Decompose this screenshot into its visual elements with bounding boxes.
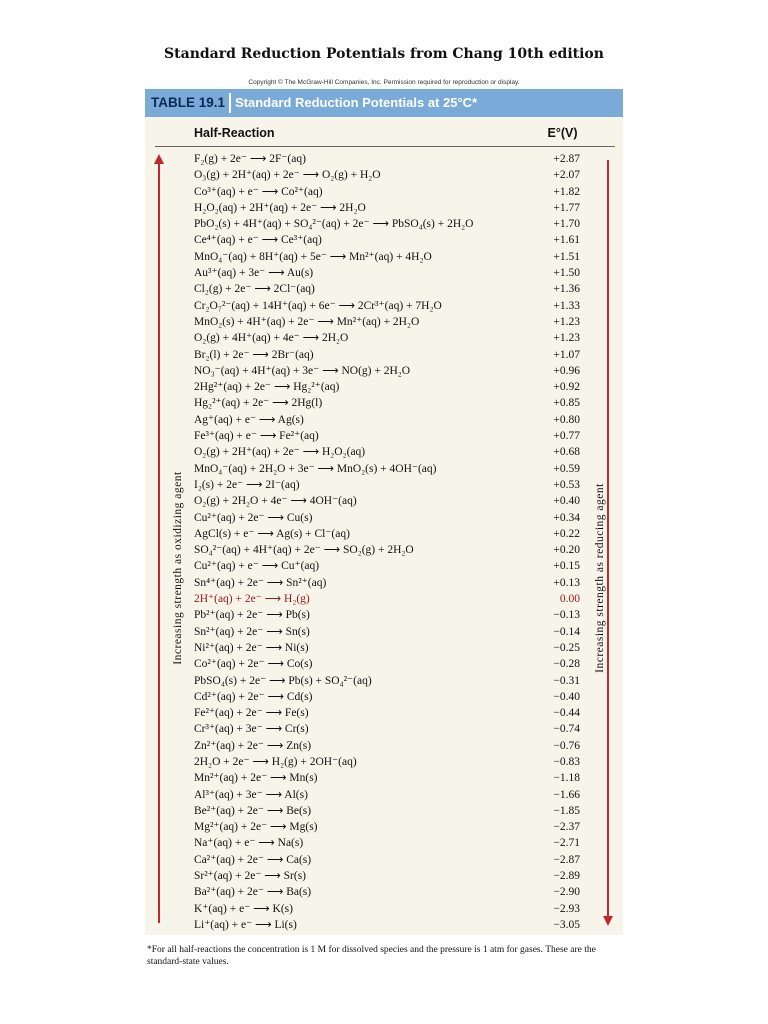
half-reaction: MnO₂(s) + 4H⁺(aq) + 2e⁻ ⟶ Mn²⁺(aq) + 2H₂O: [194, 315, 420, 328]
table-row: [0, 526, 768, 542]
half-reaction: Co³⁺(aq) + e⁻ ⟶ Co²⁺(aq): [194, 185, 323, 198]
reduction-potential: +1.77: [553, 201, 580, 214]
table-row: [0, 819, 768, 835]
reduction-potential: +0.59: [553, 462, 580, 475]
half-reaction: F₂(g) + 2e⁻ ⟶ 2F⁻(aq): [194, 153, 306, 165]
table-row: [0, 884, 768, 900]
half-reaction: MnO₄⁻(aq) + 2H₂O + 3e⁻ ⟶ MnO₂(s) + 4OH⁻(aq): [194, 462, 437, 475]
table-row: [0, 673, 768, 689]
reduction-potential: +1.82: [553, 185, 580, 198]
table-row: [0, 232, 768, 248]
reduction-potential: −0.31: [553, 674, 580, 687]
reduction-potential: +0.92: [553, 381, 580, 394]
half-reaction: Sr²⁺(aq) + 2e⁻ ⟶ Sr(s): [194, 870, 307, 883]
table-row: [0, 542, 768, 558]
half-reaction: O₃(g) + 2H⁺(aq) + 2e⁻ ⟶ O₂(g) + H₂O: [194, 169, 381, 182]
reduction-potential: +0.53: [553, 478, 580, 491]
table-row: [0, 624, 768, 640]
reduction-potential: +0.77: [553, 430, 580, 443]
reduction-potential: 0.00: [559, 593, 580, 606]
half-reaction: AgCl(s) + e⁻ ⟶ Ag(s) + Cl⁻(aq): [194, 527, 350, 540]
reduction-potential: −3.05: [553, 918, 580, 931]
half-reaction: Ba²⁺(aq) + 2e⁻ ⟶ Ba(s): [194, 886, 312, 899]
half-reaction: Zn²⁺(aq) + 2e⁻ ⟶ Zn(s): [194, 739, 312, 752]
reduction-potential: +1.07: [553, 348, 580, 361]
reduction-potential: −2.71: [553, 837, 580, 850]
table-row: [0, 167, 768, 183]
reduction-potential: +1.23: [553, 315, 580, 328]
table-row: [0, 330, 768, 346]
half-reaction: Pb²⁺(aq) + 2e⁻ ⟶ Pb(s): [194, 609, 310, 622]
reduction-potential: +0.34: [553, 511, 580, 524]
half-reaction: Cu²⁺(aq) + e⁻ ⟶ Cu⁺(aq): [194, 560, 320, 573]
half-reaction: PbSO₄(s) + 2e⁻ ⟶ Pb(s) + SO₄²⁻(aq): [194, 674, 372, 687]
reduction-potential: +0.80: [553, 413, 580, 426]
half-reaction: Mn²⁺(aq) + 2e⁻ ⟶ Mn(s): [194, 772, 318, 785]
reduction-potential: −1.18: [553, 772, 580, 785]
table-row: [0, 689, 768, 705]
reduction-potential: −2.89: [553, 870, 580, 883]
reduction-potential: −1.66: [553, 788, 580, 801]
table-row: [0, 249, 768, 265]
reduction-potential: −2.90: [553, 886, 580, 899]
half-reaction: Mg²⁺(aq) + 2e⁻ ⟶ Mg(s): [194, 821, 318, 834]
half-reaction: Sn⁴⁺(aq) + 2e⁻ ⟶ Sn²⁺(aq): [194, 576, 327, 589]
table-row: [0, 151, 768, 167]
half-reaction: O₂(g) + 4H⁺(aq) + 4e⁻ ⟶ 2H₂O: [194, 332, 349, 345]
reduction-potential: +0.85: [553, 397, 580, 410]
table-row: [0, 917, 768, 933]
reduction-potential: −0.44: [553, 707, 580, 720]
reduction-potential: +0.96: [553, 364, 580, 377]
table-row: [0, 738, 768, 754]
table-row: [0, 184, 768, 200]
table-row: [0, 868, 768, 884]
table-row: [0, 216, 768, 232]
table-row: [0, 493, 768, 509]
reduction-potential: +0.40: [553, 495, 580, 508]
table-row: [0, 510, 768, 526]
half-reaction: Cu²⁺(aq) + 2e⁻ ⟶ Cu(s): [194, 511, 313, 524]
table-row: [0, 656, 768, 672]
half-reaction: Ce⁴⁺(aq) + e⁻ ⟶ Ce³⁺(aq): [194, 234, 322, 247]
reduction-potential: −0.40: [553, 690, 580, 703]
half-reaction: Ni²⁺(aq) + 2e⁻ ⟶ Ni(s): [194, 641, 309, 654]
half-reaction: 2Hg²⁺(aq) + 2e⁻ ⟶ Hg₂²⁺(aq): [194, 381, 340, 394]
header-potential: E°(V): [547, 126, 578, 140]
table-row: [0, 575, 768, 591]
reduction-potential: −0.28: [553, 658, 580, 671]
reduction-potential: −0.83: [553, 755, 580, 768]
reduction-potential: +0.22: [553, 527, 580, 540]
half-reaction: Au³⁺(aq) + 3e⁻ ⟶ Au(s): [194, 267, 314, 280]
table-title-bar: [145, 89, 623, 117]
half-reaction: O₂(g) + 2H⁺(aq) + 2e⁻ ⟶ H₂O₂(aq): [194, 446, 366, 459]
half-reaction: O₂(g) + 2H₂O + 4e⁻ ⟶ 4OH⁻(aq): [194, 495, 357, 508]
half-reaction: Fe²⁺(aq) + 2e⁻ ⟶ Fe(s): [194, 707, 309, 720]
half-reaction: Br₂(l) + 2e⁻ ⟶ 2Br⁻(aq): [194, 348, 314, 361]
reduction-potential: −0.25: [553, 641, 580, 654]
table-row: [0, 347, 768, 363]
half-reaction: Hg₂²⁺(aq) + 2e⁻ ⟶ 2Hg(l): [194, 397, 323, 410]
reduction-potential: +0.15: [553, 560, 580, 573]
reduction-potential: +0.13: [553, 576, 580, 589]
reduction-potential: −0.14: [553, 625, 580, 638]
table-footnote: *For all half-reactions the concentration is 1 M for dissolved species and the pressure is 1 atm for gases. These are the standard-state values.: [147, 945, 596, 967]
half-reaction: I₂(s) + 2e⁻ ⟶ 2I⁻(aq): [194, 478, 300, 491]
table-number: TABLE 19.1: [151, 95, 226, 110]
table-row: [0, 298, 768, 314]
reducing-strength-label: Increasing strength as reducing agent: [594, 483, 606, 673]
table-row: [0, 754, 768, 770]
table-row: [0, 461, 768, 477]
table-row: [0, 412, 768, 428]
half-reaction: SO₄²⁻(aq) + 4H⁺(aq) + 2e⁻ ⟶ SO₂(g) + 2H₂O: [194, 544, 414, 557]
reduction-potential: +2.87: [553, 153, 580, 165]
reduction-potential: −2.93: [553, 902, 580, 915]
reduction-potential: −2.37: [553, 821, 580, 834]
half-reaction: Na⁺(aq) + e⁻ ⟶ Na(s): [194, 837, 304, 850]
table-row: [0, 640, 768, 656]
half-reaction: K⁺(aq) + e⁻ ⟶ K(s): [194, 902, 293, 915]
half-reaction: 2H⁺(aq) + 2e⁻ ⟶ H₂(g): [194, 593, 310, 606]
copyright-notice: Copyright © The McGraw-Hill Companies, Inc. Permission required for reproduction or display.: [248, 79, 520, 86]
half-reaction: Cd²⁺(aq) + 2e⁻ ⟶ Cd(s): [194, 690, 313, 703]
reaction-rows: [0, 151, 768, 933]
table-row: [0, 558, 768, 574]
table-title-divider: [229, 93, 231, 113]
reduction-potential: +1.61: [553, 234, 580, 247]
reduction-potential: −0.74: [553, 723, 580, 736]
reduction-potential: −0.76: [553, 739, 580, 752]
half-reaction: Co²⁺(aq) + 2e⁻ ⟶ Co(s): [194, 658, 313, 671]
half-reaction: NO₃⁻(aq) + 4H⁺(aq) + 3e⁻ ⟶ NO(g) + 2H₂O: [194, 364, 411, 377]
table-row: [0, 444, 768, 460]
table-row: [0, 835, 768, 851]
header-rule: [155, 146, 615, 147]
half-reaction: Cl₂(g) + 2e⁻ ⟶ 2Cl⁻(aq): [194, 283, 315, 296]
half-reaction: MnO₄⁻(aq) + 8H⁺(aq) + 5e⁻ ⟶ Mn²⁺(aq) + 4H₂O: [194, 250, 432, 263]
table-row: [0, 477, 768, 493]
table-row: [0, 200, 768, 216]
reduction-potential: +1.70: [553, 218, 580, 231]
header-half-reaction: Half-Reaction: [194, 126, 275, 140]
table-row: [0, 803, 768, 819]
table-row: [0, 721, 768, 737]
reduction-potential: +1.23: [553, 332, 580, 345]
half-reaction: Ag⁺(aq) + e⁻ ⟶ Ag(s): [194, 413, 304, 426]
reduction-potential: +0.68: [553, 446, 580, 459]
table-row: [0, 363, 768, 379]
oxidizing-strength-label: Increasing strength as oxidizing agent: [172, 471, 184, 665]
table-row: [0, 591, 768, 607]
table-row: [0, 901, 768, 917]
half-reaction: H₂O₂(aq) + 2H⁺(aq) + 2e⁻ ⟶ 2H₂O: [194, 201, 366, 214]
reduction-potential: +1.51: [553, 250, 580, 263]
reduction-potential: +1.33: [553, 299, 580, 312]
page-title: Standard Reduction Potentials from Chang 10th edition: [164, 46, 604, 62]
table-row: [0, 395, 768, 411]
reduction-potential: +1.50: [553, 267, 580, 280]
table-row: [0, 428, 768, 444]
half-reaction: PbO₂(s) + 4H⁺(aq) + SO₄²⁻(aq) + 2e⁻ ⟶ PbSO₄(s) + 2H₂O: [194, 218, 474, 231]
table-row: [0, 770, 768, 786]
half-reaction: Ca²⁺(aq) + 2e⁻ ⟶ Ca(s): [194, 853, 312, 866]
table-row: [0, 852, 768, 868]
reduction-potential: −2.87: [553, 853, 580, 866]
table-row: [0, 281, 768, 297]
half-reaction: Fe³⁺(aq) + e⁻ ⟶ Fe²⁺(aq): [194, 430, 319, 443]
half-reaction: Al³⁺(aq) + 3e⁻ ⟶ Al(s): [194, 788, 308, 801]
reduction-potential: +1.36: [553, 283, 580, 296]
reduction-potential: +0.20: [553, 544, 580, 557]
reduction-potential: +2.07: [553, 169, 580, 182]
reduction-potential: −0.13: [553, 609, 580, 622]
table-row: [0, 265, 768, 281]
table-row: [0, 314, 768, 330]
half-reaction: Be²⁺(aq) + 2e⁻ ⟶ Be(s): [194, 804, 312, 817]
half-reaction: 2H₂O + 2e⁻ ⟶ H₂(g) + 2OH⁻(aq): [194, 755, 357, 768]
half-reaction: Cr³⁺(aq) + 3e⁻ ⟶ Cr(s): [194, 723, 309, 736]
table-row: [0, 379, 768, 395]
half-reaction: Sn²⁺(aq) + 2e⁻ ⟶ Sn(s): [194, 625, 310, 638]
table-row: [0, 607, 768, 623]
table-row: [0, 787, 768, 803]
table-name: Standard Reduction Potentials at 25°C*: [235, 95, 478, 110]
reduction-potential: −1.85: [553, 804, 580, 817]
half-reaction: Cr₂O₇²⁻(aq) + 14H⁺(aq) + 6e⁻ ⟶ 2Cr³⁺(aq) + 7H₂O: [194, 299, 442, 312]
half-reaction: Li⁺(aq) + e⁻ ⟶ Li(s): [194, 918, 297, 931]
table-row: [0, 705, 768, 721]
